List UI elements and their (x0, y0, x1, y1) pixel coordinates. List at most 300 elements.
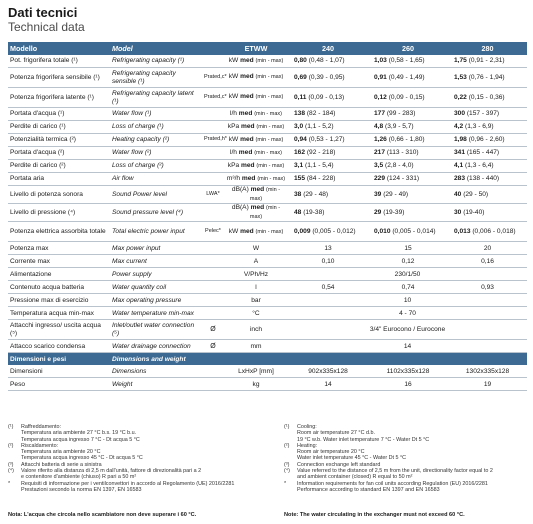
note-text: Requisiti di informazione per i ventilconvettori in accordo al Regolamento (UE) 2016/2281 (21, 480, 235, 487)
value-range: (19-39) (383, 208, 405, 216)
param-unit: A (224, 255, 288, 268)
unit-med: med (240, 56, 254, 64)
param-unit: kg (224, 378, 288, 391)
table-row (8, 173, 527, 186)
param-unit (224, 173, 288, 186)
value-med: 0,69 (294, 73, 307, 81)
note-text: Temperatura acqua ingresso 7 °C - Dt acqua 5 °C (21, 436, 140, 443)
table-row (8, 55, 527, 68)
value-cell (288, 108, 368, 121)
value-range: (165 - 447) (466, 149, 500, 157)
value-range: (113 - 310) (386, 149, 419, 157)
param-label-en: Water temperature min-max (110, 307, 202, 320)
value-cell (448, 88, 527, 108)
value-med: 177 (374, 110, 386, 118)
table-row (8, 108, 527, 121)
param-symbol (202, 365, 224, 378)
param-symbol (202, 173, 224, 186)
section-header-dimensions (8, 353, 527, 366)
note-text: Room air temperature 27 °C d.b. (297, 430, 375, 437)
param-label-it: Potenza max (8, 242, 110, 255)
note-marker: (²) (8, 442, 14, 449)
footer-note-it: Nota: L'acqua che circola nello scambiatore non deve superare i 60 °C. (8, 512, 197, 518)
value-span: 10 (288, 294, 527, 307)
table-row (8, 88, 527, 108)
note-text: Temperatura aria ambiente 20 °C (21, 449, 101, 456)
value-range: (124 - 331) (386, 175, 420, 183)
value-cell (368, 121, 448, 134)
param-unit (224, 121, 288, 134)
unit-range: (min - max) (256, 162, 285, 169)
table-row (8, 242, 527, 255)
value-span: 14 (288, 340, 527, 353)
value-cell (288, 160, 368, 173)
unit-text: kPa (227, 122, 240, 130)
table-row (8, 307, 527, 320)
value-med: 0,94 (294, 136, 307, 144)
param-label-en: Max power input (110, 242, 202, 255)
value-med: 229 (374, 175, 386, 183)
unit-med: med (250, 186, 265, 193)
param-symbol: Pelec* (202, 222, 224, 242)
note-text: Heating: (297, 442, 318, 449)
value-med: 4,1 (454, 162, 464, 170)
note-text: Performance according to standard EN 1397 and EN 16583 (297, 486, 440, 493)
param-label-it: Potenza elettrica assorbita totale (8, 222, 110, 242)
param-label-it: Peso (8, 378, 110, 391)
param-label-en: Water drainage connection (110, 340, 202, 353)
value-range: (0,49 - 1,49) (388, 73, 425, 81)
value-range: (1,1 - 5,4) (305, 162, 334, 170)
note-line (284, 487, 527, 493)
value-range: (0,58 - 1,65) (388, 57, 425, 65)
param-symbol (202, 268, 224, 281)
param-symbol (202, 281, 224, 294)
param-label-it: Perdite di carico (²) (8, 160, 110, 173)
unit-text: dB(A) (231, 204, 249, 212)
value-med: 1,98 (454, 136, 467, 144)
value-cell (288, 204, 368, 222)
value-span: 4 - 70 (288, 307, 527, 320)
unit-range: (min - max) (256, 123, 285, 130)
value-med: 4,8 (374, 123, 384, 131)
value-range: (3,9 - 5,7) (385, 123, 414, 131)
value-med: 155 (294, 175, 306, 183)
value-cell: 20 (448, 242, 527, 255)
value-cell: 15 (368, 242, 448, 255)
unit-range: (min - max) (254, 149, 283, 156)
param-label-it: Potenza frigorifera sensibile (¹) (8, 68, 110, 88)
value-range: (0,76 - 1,94) (468, 73, 505, 81)
param-unit: bar (224, 294, 288, 307)
note-text: Room air temperature 20 °C (297, 449, 365, 456)
param-label-en: Max operating pressure (110, 294, 202, 307)
param-label-en: Dimensions (110, 365, 202, 378)
param-symbol: Ø (202, 320, 224, 340)
param-label-en: Water quantity coil (110, 281, 202, 294)
technical-data-table (8, 42, 527, 391)
unit-med: med (241, 122, 255, 130)
param-label-it: Perdite di carico (¹) (8, 121, 110, 134)
notes-english (284, 424, 527, 493)
note-text: Valore riferito alla distanza di 2,5 m dall'unità, fattore di direzionalità pari a 2 (21, 468, 202, 475)
value-med: 29 (374, 208, 382, 216)
value-cell (368, 88, 448, 108)
value-range: (2,8 - 4,0) (385, 162, 414, 170)
note-text: Riscaldamento: (21, 442, 59, 449)
unit-text: kW (228, 56, 239, 64)
value-med: 3,0 (294, 123, 304, 131)
table-row (8, 222, 527, 242)
note-marker: (⁴) (8, 468, 14, 475)
unit-med: med (241, 161, 255, 169)
unit-range: (min - max) (249, 187, 281, 202)
note-marker: (¹) (8, 424, 14, 430)
param-symbol (202, 160, 224, 173)
param-symbol: LWA* (202, 186, 224, 204)
section-title-en: Dimensions and weight (110, 353, 527, 366)
note-line (8, 487, 270, 493)
value-range: (0,005 - 0,012) (312, 228, 356, 236)
note-marker: (²) (284, 442, 290, 449)
value-med: 1,26 (374, 136, 387, 144)
header-model-260: 260 (368, 42, 448, 55)
notes-italian (8, 424, 270, 493)
value-med: 0,010 (374, 228, 391, 236)
value-med: 0,12 (374, 93, 387, 101)
note-marker (284, 487, 297, 493)
value-range: (0,96 - 2,60) (468, 136, 505, 144)
value-range: (19-38) (303, 208, 325, 216)
value-range: (0,09 - 0,15) (388, 93, 425, 101)
param-label-it: Potenza frigorifera latente (¹) (8, 88, 110, 108)
note-marker: (³) (284, 461, 290, 468)
value-cell: 1102x335x128 (368, 365, 448, 378)
value-span: 3/4" Eurocono / Eurocone (288, 320, 527, 340)
param-symbol (202, 55, 224, 68)
value-cell (288, 147, 368, 160)
page-title: Dati tecnici (8, 5, 78, 20)
param-unit (224, 160, 288, 173)
value-range: (29 - 49) (383, 190, 409, 198)
value-med: 0,22 (454, 93, 467, 101)
value-cell (448, 134, 527, 147)
param-unit: °C (224, 307, 288, 320)
param-label-it: Portata d'acqua (¹) (8, 108, 110, 121)
param-unit (224, 108, 288, 121)
value-cell (448, 121, 527, 134)
value-range: (0,91 - 2,31) (468, 57, 505, 65)
unit-text: m³/h (226, 174, 241, 182)
section-title-it: Dimensioni e pesi (8, 353, 110, 366)
param-label-en: Refrigerating capacity latent (¹) (110, 88, 202, 108)
param-symbol (202, 294, 224, 307)
unit-range: (min - max) (255, 74, 284, 81)
note-text: and ambient container (closed) R equal to 50 m² (297, 474, 413, 481)
param-unit (224, 186, 288, 204)
value-range: (0,48 - 1,07) (308, 57, 345, 65)
value-med: 0,91 (374, 73, 387, 81)
param-label-en: Sound pressure level (⁴) (110, 204, 202, 222)
param-label-it: Livello di pressione (⁴) (8, 204, 110, 222)
unit-med: med (238, 148, 253, 156)
value-cell (448, 68, 527, 88)
unit-text: kW (228, 93, 239, 101)
value-range: (92 - 218) (306, 149, 336, 157)
value-med: 0,11 (294, 93, 307, 101)
param-symbol (202, 242, 224, 255)
value-cell (288, 55, 368, 68)
unit-med: med (238, 109, 253, 117)
param-label-en: Water flow (¹) (110, 108, 202, 121)
value-med: 4,2 (454, 123, 464, 131)
value-range: (1,3 - 6,4) (465, 162, 494, 170)
note-text: Raffreddamento: (21, 424, 62, 430)
param-unit: LxHxP [mm] (224, 365, 288, 378)
unit-range: (min - max) (257, 175, 286, 182)
param-symbol (202, 307, 224, 320)
value-cell (368, 147, 448, 160)
value-cell (288, 68, 368, 88)
page-subtitle: Technical data (8, 20, 85, 34)
value-cell (368, 160, 448, 173)
note-marker (8, 487, 21, 493)
value-med: 3,1 (294, 162, 304, 170)
table-header-row (8, 42, 527, 55)
param-label-en: Loss of charge (²) (110, 160, 202, 173)
unit-text: l/h (229, 109, 237, 117)
value-cell (368, 204, 448, 222)
param-label-it: Contenuto acqua batteria (8, 281, 110, 294)
value-range: (157 - 397) (466, 110, 500, 118)
value-cell: 0,54 (288, 281, 368, 294)
param-label-en: Total electric power input (110, 222, 202, 242)
value-cell (448, 173, 527, 186)
value-med: 38 (294, 190, 302, 198)
param-label-it: Portata aria (8, 173, 110, 186)
unit-text: kW (228, 73, 239, 81)
param-unit: inch (224, 320, 288, 340)
value-cell (448, 147, 527, 160)
value-span: 230/1/50 (288, 268, 527, 281)
table-row (8, 160, 527, 173)
value-med: 40 (454, 190, 462, 198)
unit-range: (min - max) (254, 110, 283, 117)
note-text: 19 °C w.b. Water inlet temperature 7 °C - Water Dt 5 °C (297, 436, 430, 443)
unit-med: med (241, 174, 256, 182)
value-range: (0,15 - 0,36) (468, 93, 505, 101)
param-label-en: Refrigerating capacity sensible (¹) (110, 68, 202, 88)
value-range: (0,66 - 1,80) (388, 136, 425, 144)
value-med: 1,53 (454, 73, 467, 81)
value-cell (448, 222, 527, 242)
note-marker: (¹) (284, 424, 290, 430)
param-symbol: Ø (202, 340, 224, 353)
param-symbol (202, 204, 224, 222)
value-range: (0,39 - 0,95) (308, 73, 345, 81)
table-row (8, 365, 527, 378)
value-med: 30 (454, 208, 462, 216)
param-label-en: Refrigerating capacity (¹) (110, 55, 202, 68)
value-cell (288, 121, 368, 134)
value-cell: 19 (448, 378, 527, 391)
note-marker: * (284, 480, 287, 487)
param-unit (224, 147, 288, 160)
param-label-en: Loss of charge (¹) (110, 121, 202, 134)
value-cell: 1302x335x128 (448, 365, 527, 378)
unit-med: med (240, 135, 254, 143)
value-cell: 902x335x128 (288, 365, 368, 378)
param-label-it: Portata d'acqua (²) (8, 147, 110, 160)
value-cell: 13 (288, 242, 368, 255)
param-unit (224, 204, 288, 222)
param-label-it: Livello di potenza sonora (8, 186, 110, 204)
note-text: Temperatura aria ambiente 27 °C b.s. 19 °C b.u. (21, 430, 137, 437)
unit-text: kW (228, 227, 239, 235)
param-label-it: Potenzialità termica (²) (8, 134, 110, 147)
value-cell: 0,10 (288, 255, 368, 268)
note-marker: * (8, 480, 11, 487)
header-unit: ETWW (224, 42, 288, 55)
param-symbol (202, 255, 224, 268)
unit-range: (min - max) (255, 94, 284, 101)
value-cell (288, 173, 368, 186)
table-row (8, 340, 527, 353)
note-text: Temperatura acqua ingresso 45 °C - Dt acqua 5 °C (21, 455, 143, 462)
unit-med: med (250, 204, 265, 212)
table-row (8, 68, 527, 88)
table-row (8, 268, 527, 281)
header-model-240: 240 (288, 42, 368, 55)
value-med: 48 (294, 208, 302, 216)
unit-med: med (240, 227, 254, 235)
note-text: Prestazioni secondo la norma EN 1397, EN 16583 (21, 486, 142, 493)
value-cell (448, 108, 527, 121)
value-med: 3,5 (374, 162, 384, 170)
header-model-en: Model (110, 42, 202, 55)
value-cell: 0,16 (448, 255, 527, 268)
value-cell (288, 222, 368, 242)
value-range: (0,005 - 0,014) (392, 228, 436, 236)
footer-note-en: Note: The water circulating in the exchanger must not exceed 60 °C. (284, 512, 465, 518)
table-row (8, 378, 527, 391)
param-label-it: Alimentazione (8, 268, 110, 281)
value-cell (288, 88, 368, 108)
value-cell (368, 222, 448, 242)
param-symbol: Prated,c* (202, 68, 224, 88)
param-symbol (202, 378, 224, 391)
value-med: 300 (454, 110, 466, 118)
value-med: 0,80 (294, 57, 307, 65)
value-cell (288, 186, 368, 204)
table-row (8, 294, 527, 307)
value-cell: 0,12 (368, 255, 448, 268)
param-label-en: Air flow (110, 173, 202, 186)
param-label-it: Pressione max di esercizio (8, 294, 110, 307)
value-cell (448, 204, 527, 222)
value-range: (1,1 - 5,2) (305, 123, 334, 131)
table-row (8, 320, 527, 340)
param-label-it: Corrente max (8, 255, 110, 268)
value-med: 1,75 (454, 57, 467, 65)
param-unit (224, 55, 288, 68)
value-range: (99 - 283) (386, 110, 416, 118)
unit-text: dB(A) (231, 186, 249, 193)
value-med: 162 (294, 149, 306, 157)
param-symbol: Prated,c* (202, 88, 224, 108)
param-unit (224, 88, 288, 108)
value-range: (0,53 - 1,27) (308, 136, 345, 144)
note-marker: (³) (8, 461, 14, 468)
value-cell (368, 68, 448, 88)
unit-med: med (240, 93, 254, 101)
header-model-it: Modello (8, 42, 110, 55)
param-unit: V/Ph/Hz (224, 268, 288, 281)
table-row (8, 121, 527, 134)
param-unit: mm (224, 340, 288, 353)
param-label-en: Inlet/outlet water connection (⁵) (110, 320, 202, 340)
value-cell: 0,93 (448, 281, 527, 294)
value-med: 1,03 (374, 57, 387, 65)
value-med: 0,009 (294, 228, 311, 236)
value-range: (82 - 184) (306, 110, 336, 118)
value-range: (1,3 - 6,9) (465, 123, 494, 131)
param-symbol (202, 121, 224, 134)
table-row (8, 255, 527, 268)
unit-range: (min - max) (255, 57, 284, 64)
param-label-en: Weight (110, 378, 202, 391)
unit-range: (min - max) (255, 228, 284, 235)
param-label-it: Temperatura acqua min-max (8, 307, 110, 320)
param-label-it: Pot. frigorifera totale (¹) (8, 55, 110, 68)
param-unit (224, 134, 288, 147)
value-cell (368, 55, 448, 68)
param-label-en: Power supply (110, 268, 202, 281)
table-row (8, 281, 527, 294)
unit-text: l/h (229, 148, 237, 156)
param-symbol (202, 108, 224, 121)
unit-range: (min - max) (255, 136, 284, 143)
note-text: Connection exchange left standard (297, 461, 381, 468)
value-med: 341 (454, 149, 466, 157)
table-row (8, 147, 527, 160)
unit-text: kPa (227, 161, 240, 169)
value-cell (368, 173, 448, 186)
value-cell (368, 134, 448, 147)
unit-range: (min - max) (249, 205, 281, 220)
value-cell (368, 108, 448, 121)
header-model-280: 280 (448, 42, 527, 55)
value-range: (84 - 228) (306, 175, 336, 183)
unit-text: kW (228, 135, 239, 143)
value-cell (448, 160, 527, 173)
value-med: 138 (294, 110, 306, 118)
param-label-it: Attacchi ingresso/ uscita acqua (⁵) (8, 320, 110, 340)
param-label-en: Sound Power level (110, 186, 202, 204)
table-row (8, 134, 527, 147)
param-unit (224, 68, 288, 88)
value-range: (0,09 - 0,13) (308, 93, 345, 101)
param-symbol (202, 147, 224, 160)
param-unit: l (224, 281, 288, 294)
param-unit: W (224, 242, 288, 255)
value-range: (138 - 440) (466, 175, 500, 183)
value-cell: 16 (368, 378, 448, 391)
value-cell: 14 (288, 378, 368, 391)
param-label-it: Dimensioni (8, 365, 110, 378)
note-text: Water inlet temperature 45 °C - Water Dt 5 °C (297, 455, 407, 462)
note-text: Attacchi batteria di serie a sinistra (21, 461, 102, 468)
